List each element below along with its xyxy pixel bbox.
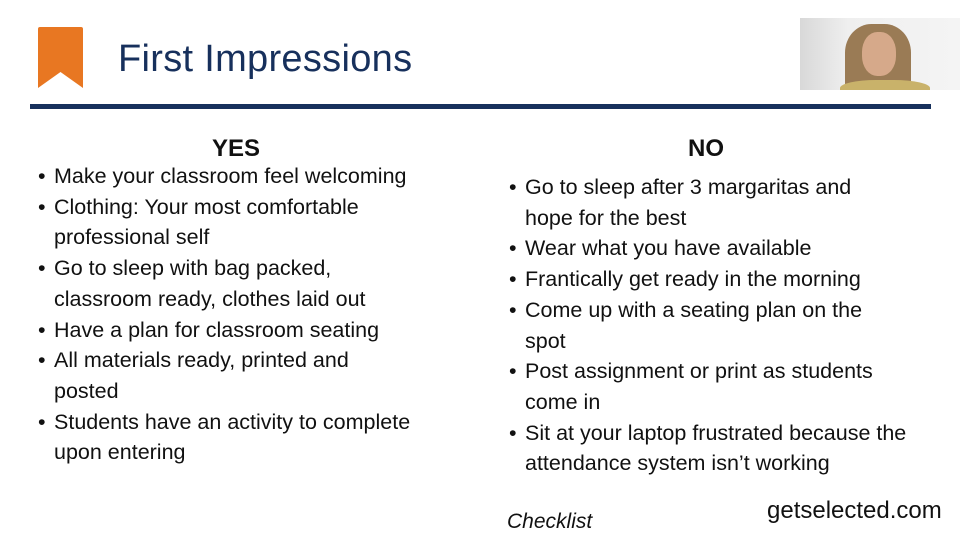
list-item: • Make your classroom feel welcoming (38, 161, 448, 192)
presenter-shoulder (840, 80, 930, 90)
bookmark-icon (38, 27, 83, 88)
list-item: • Frantically get ready in the morning (509, 264, 909, 295)
list-item: • Wear what you have available (509, 233, 909, 264)
checklist-label: Checklist (507, 510, 593, 533)
list-item: • Go to sleep after 3 margaritas and hope for the best (509, 172, 890, 233)
brand-url: getselected.com (767, 497, 942, 524)
list-item: • Post assignment or print as students come in (509, 356, 910, 417)
list-item: • Clothing: Your most comfortable professional self (38, 192, 399, 253)
list-item: • Students have an activity to complete upon entering (38, 407, 449, 468)
presenter-face (862, 32, 896, 76)
list-item: • Go to sleep with bag packed, classroom ready, clothes laid out (38, 253, 399, 314)
title-divider (30, 104, 931, 109)
list-item: • Come up with a seating plan on the spot (509, 295, 905, 356)
yes-heading: YES (211, 135, 261, 162)
no-heading: NO (688, 135, 724, 162)
list-item: • All materials ready, printed and posted (38, 345, 384, 406)
webcam-video (800, 18, 960, 90)
list-item: • Sit at your laptop frustrated because the attendance system isn’t working (509, 418, 915, 479)
slide-title: First Impressions (118, 38, 413, 80)
yes-list (38, 161, 448, 468)
no-list (509, 172, 909, 479)
list-item: • Have a plan for classroom seating (38, 315, 448, 346)
